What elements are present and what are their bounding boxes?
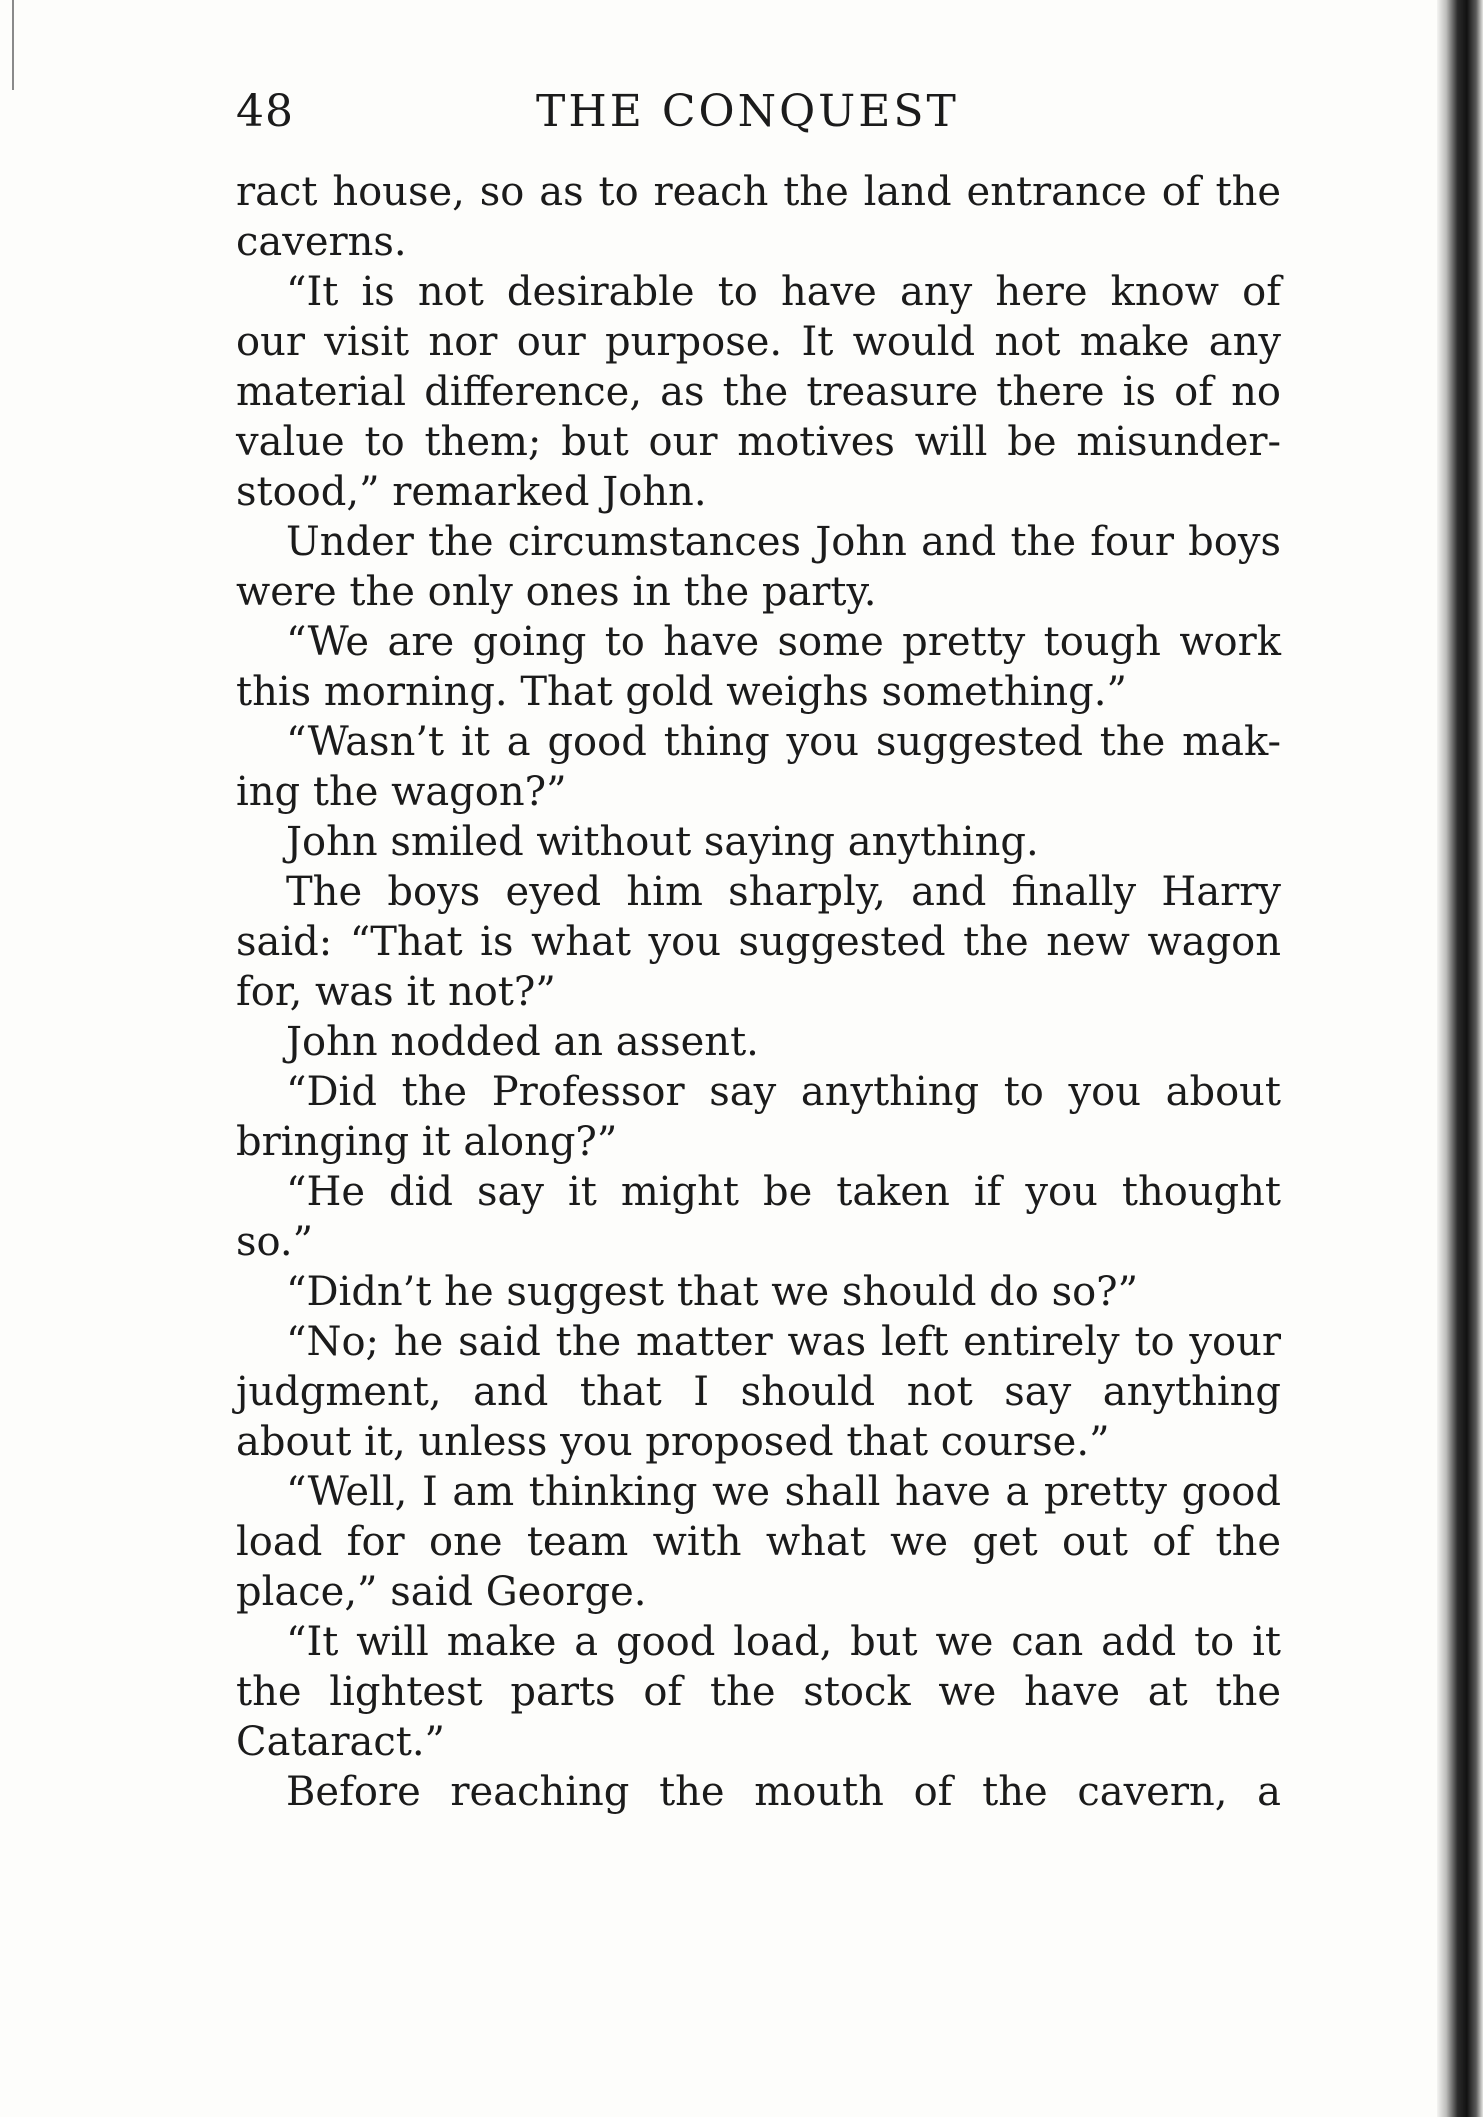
text-line: load for one team with what we get out of the (236, 1519, 1281, 1565)
body-text (236, 167, 1281, 1817)
text-line: “We are going to have some pretty tough work (286, 619, 1281, 665)
text-line: John nodded an assent. (286, 1019, 759, 1065)
text-line: The boys eyed him sharply, and finally Harry (286, 869, 1281, 915)
text-line: Before reaching the mouth of the cavern, a (286, 1769, 1281, 1815)
text-line: for, was it not?” (236, 969, 556, 1015)
text-line: Under the circumstances John and the four boys (286, 519, 1281, 565)
text-line: so.” (236, 1219, 314, 1265)
text-line: ing the wagon?” (236, 769, 567, 815)
text-line: “Did the Professor say anything to you about (286, 1069, 1281, 1115)
page-header (236, 86, 1281, 146)
text-line: stood,” remarked John. (236, 469, 707, 515)
text-line: our visit nor our purpose. It would not make any (236, 319, 1281, 365)
text-line: material difference, as the treasure there is of no (236, 369, 1281, 415)
text-line: “Wasn’t it a good thing you suggested the mak- (286, 719, 1281, 765)
text-line: ract house, so as to reach the land entrance of the (236, 169, 1281, 215)
running-title: THE CONQUEST (536, 86, 959, 137)
text-line: value to them; but our motives will be misunder- (236, 419, 1281, 465)
text-line: “Didn’t he suggest that we should do so?” (286, 1269, 1139, 1315)
text-line: “It is not desirable to have any here know of (286, 269, 1281, 315)
text-line: “No; he said the matter was left entirely to your (286, 1319, 1281, 1365)
text-line: Cataract.” (236, 1719, 445, 1765)
page-edge-mark (12, 0, 14, 90)
text-line: judgment, and that I should not say anything (236, 1369, 1281, 1415)
text-line: caverns. (236, 219, 407, 265)
text-line: John smiled without saying anything. (286, 819, 1039, 865)
text-line: “It will make a good load, but we can add to it (286, 1619, 1281, 1665)
text-line: were the only ones in the party. (236, 569, 877, 615)
text-line: about it, unless you proposed that course.” (236, 1419, 1110, 1465)
text-line: place,” said George. (236, 1569, 647, 1615)
text-line: the lightest parts of the stock we have at the (236, 1669, 1281, 1715)
text-line: said: “That is what you suggested the new wagon (236, 919, 1281, 965)
text-line: bringing it along?” (236, 1119, 618, 1165)
text-line: “He did say it might be taken if you thought (286, 1169, 1281, 1215)
text-line: this morning. That gold weighs something.” (236, 669, 1127, 715)
book-binding-edge (1437, 0, 1483, 2117)
text-line: “Well, I am thinking we shall have a pretty good (286, 1469, 1281, 1515)
page-number: 48 (236, 86, 294, 137)
